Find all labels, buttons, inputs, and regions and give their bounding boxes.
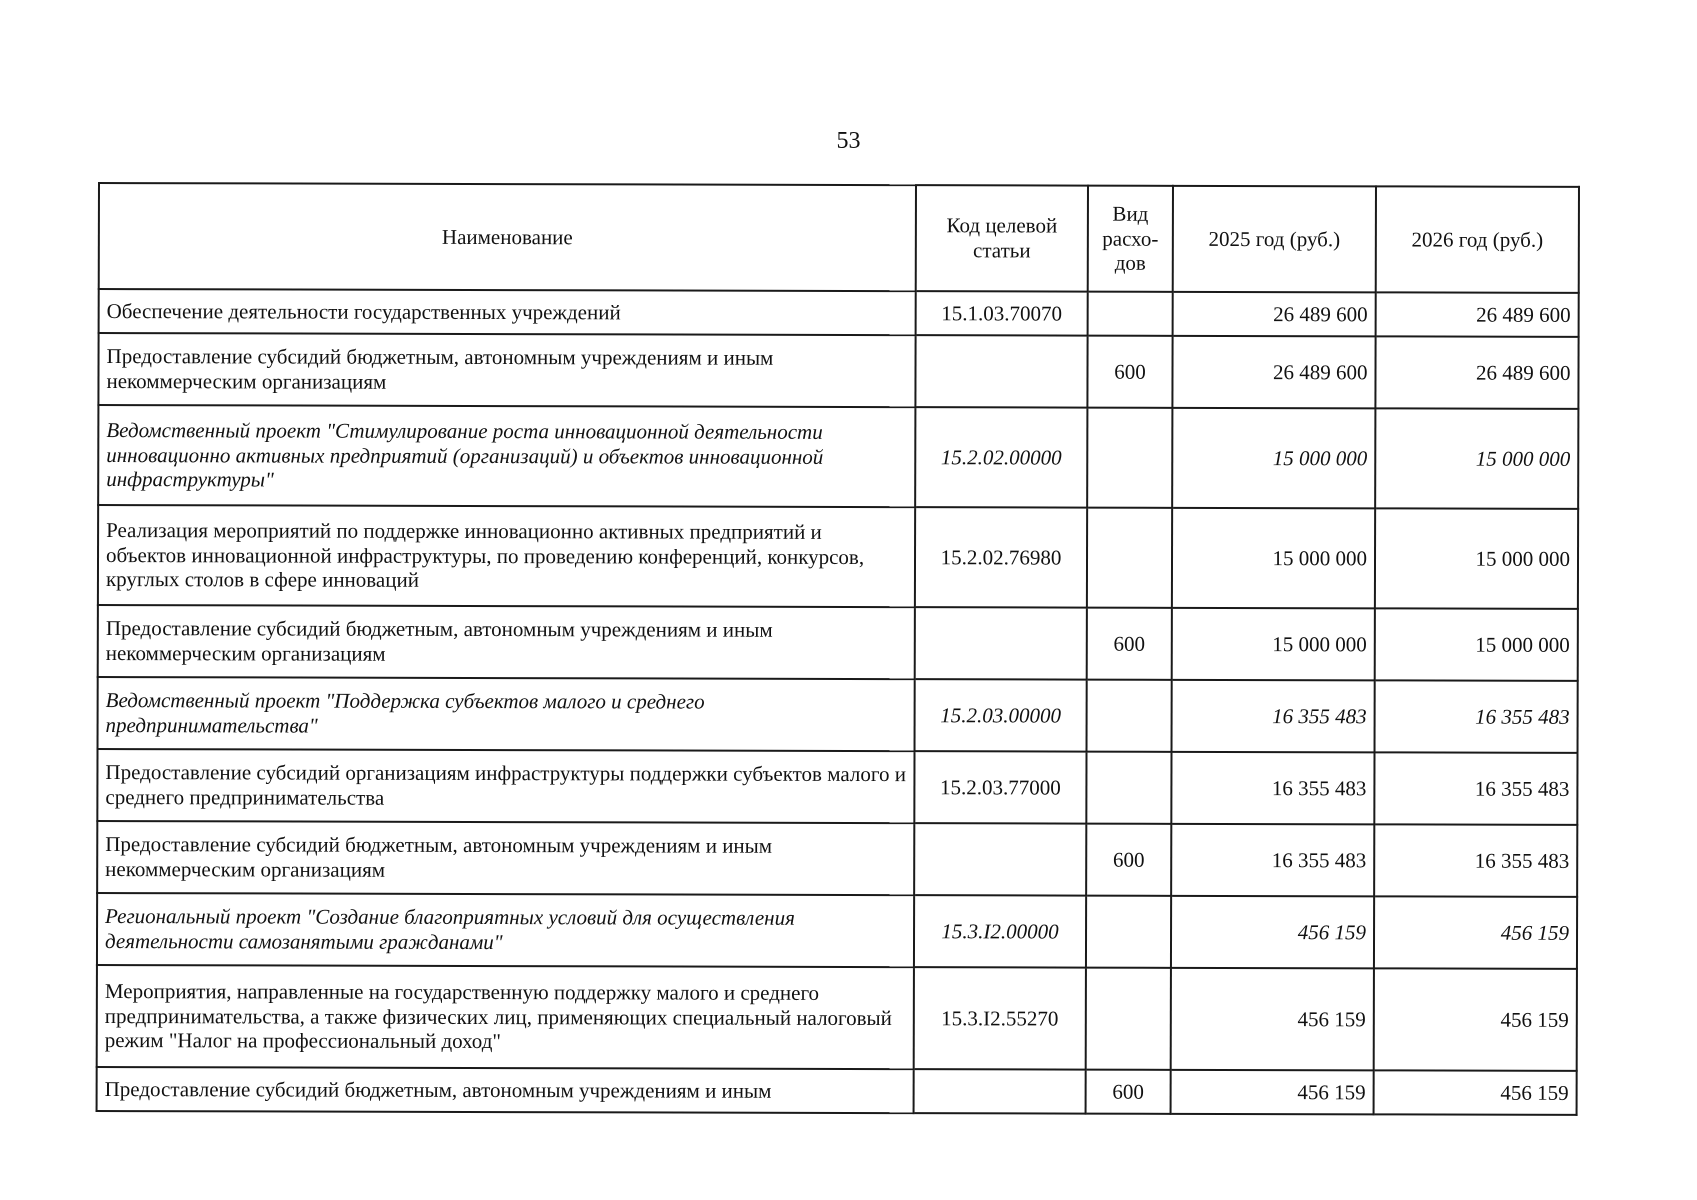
row-2026: 456 159 xyxy=(1374,968,1577,1071)
row-kind xyxy=(1087,408,1172,508)
row-2025: 16 355 483 xyxy=(1171,824,1374,897)
row-kind: 600 xyxy=(1087,336,1172,408)
row-code: 15.3.I2.00000 xyxy=(914,895,1086,967)
row-name: Обеспечение деятельности государственных учреждений xyxy=(99,289,916,335)
row-code: 15.2.02.00000 xyxy=(915,407,1087,507)
table-row xyxy=(97,821,1577,897)
row-kind: 600 xyxy=(1086,1070,1171,1114)
row-code xyxy=(915,335,1087,407)
row-name: Предоставление субсидий бюджетным, автономным учреждениям и иным некоммерческим организациям xyxy=(98,605,915,679)
header-2026: 2026 год (руб.) xyxy=(1376,186,1579,293)
row-kind xyxy=(1086,752,1171,824)
row-kind xyxy=(1087,508,1172,608)
row-name: Предоставление субсидий бюджетным, автономным учреждениям и иным некоммерческим организациям xyxy=(98,333,915,407)
row-code: 15.2.03.00000 xyxy=(915,679,1087,751)
row-name: Реализация мероприятий по поддержке инновационно активных предприятий и объектов инновационной инфраструктуры, по проведению конференций, конкурсов, круглых столов в сфере инноваций xyxy=(98,505,915,607)
table-row xyxy=(99,289,1579,337)
row-2025: 15 000 000 xyxy=(1172,508,1375,609)
table-row xyxy=(98,333,1578,409)
row-2026: 16 355 483 xyxy=(1375,680,1578,753)
row-2026: 26 489 600 xyxy=(1375,336,1578,409)
budget-table xyxy=(96,182,1580,1116)
header-name: Наименование xyxy=(99,183,916,291)
row-kind xyxy=(1086,968,1171,1070)
row-2026: 456 159 xyxy=(1374,896,1577,969)
table-row xyxy=(97,1067,1577,1115)
row-2025: 26 489 600 xyxy=(1172,336,1375,409)
row-code: 15.1.03.70070 xyxy=(916,291,1088,335)
row-2025: 15 000 000 xyxy=(1172,408,1375,509)
table-row xyxy=(98,605,1578,681)
page-number: 53 xyxy=(836,128,861,154)
row-2025: 26 489 600 xyxy=(1173,292,1376,337)
row-2026: 15 000 000 xyxy=(1375,508,1578,609)
row-2025: 456 159 xyxy=(1171,896,1374,969)
table-row xyxy=(97,893,1577,969)
row-name: Ведомственный проект "Поддержка субъектов малого и среднего предпринимательства" xyxy=(98,677,915,751)
row-2025: 456 159 xyxy=(1171,1070,1374,1115)
row-2025: 16 355 483 xyxy=(1172,680,1375,753)
table-row xyxy=(98,505,1578,609)
row-kind: 600 xyxy=(1086,824,1171,896)
row-name: Региональный проект "Создание благоприятных условий для осуществления деятельности самозанятыми гражданами" xyxy=(97,893,914,967)
row-2025: 15 000 000 xyxy=(1172,608,1375,681)
table-row xyxy=(98,677,1578,753)
row-name: Предоставление субсидий бюджетным, автономным учреждениям и иным xyxy=(97,1067,914,1113)
row-kind: 600 xyxy=(1087,608,1172,680)
table-row xyxy=(98,405,1578,509)
row-2026: 16 355 483 xyxy=(1374,752,1577,825)
row-2026: 15 000 000 xyxy=(1375,608,1578,681)
row-2026: 16 355 483 xyxy=(1374,824,1577,897)
table-row xyxy=(97,965,1577,1071)
row-code: 15.2.03.77000 xyxy=(914,751,1086,823)
row-name: Ведомственный проект "Стимулирование роста инновационной деятельности инновационно активных предприятий (организаций) и объектов инновационной инфраструктуры" xyxy=(98,405,915,507)
row-2025: 16 355 483 xyxy=(1171,752,1374,825)
row-code xyxy=(914,823,1086,895)
row-kind xyxy=(1087,680,1172,752)
row-code: 15.2.02.76980 xyxy=(915,507,1087,607)
row-name: Мероприятия, направленные на государственную поддержку малого и среднего предпринимательства, а также физических лиц, применяющих специальный налоговый режим "Налог на профессиональный доход" xyxy=(97,965,914,1069)
header-kind: Вид расхо-дов xyxy=(1088,186,1173,292)
row-name: Предоставление субсидий бюджетным, автономным учреждениям и иным некоммерческим организациям xyxy=(97,821,914,895)
table-header-row xyxy=(99,183,1579,293)
row-code xyxy=(914,1069,1086,1113)
row-2025: 456 159 xyxy=(1171,968,1374,1071)
row-code xyxy=(915,607,1087,679)
row-code: 15.3.I2.55270 xyxy=(914,967,1086,1069)
row-kind xyxy=(1088,292,1173,336)
header-2025: 2025 год (руб.) xyxy=(1173,186,1376,293)
row-2026: 15 000 000 xyxy=(1375,408,1578,509)
header-code: Код целевой статьи xyxy=(916,185,1088,291)
row-kind xyxy=(1086,896,1171,968)
row-name: Предоставление субсидий организациям инфраструктуры поддержки субъектов малого и среднего предпринимательства xyxy=(97,749,914,823)
row-2026: 456 159 xyxy=(1374,1070,1577,1115)
table-row xyxy=(97,749,1577,825)
row-2026: 26 489 600 xyxy=(1376,292,1579,337)
